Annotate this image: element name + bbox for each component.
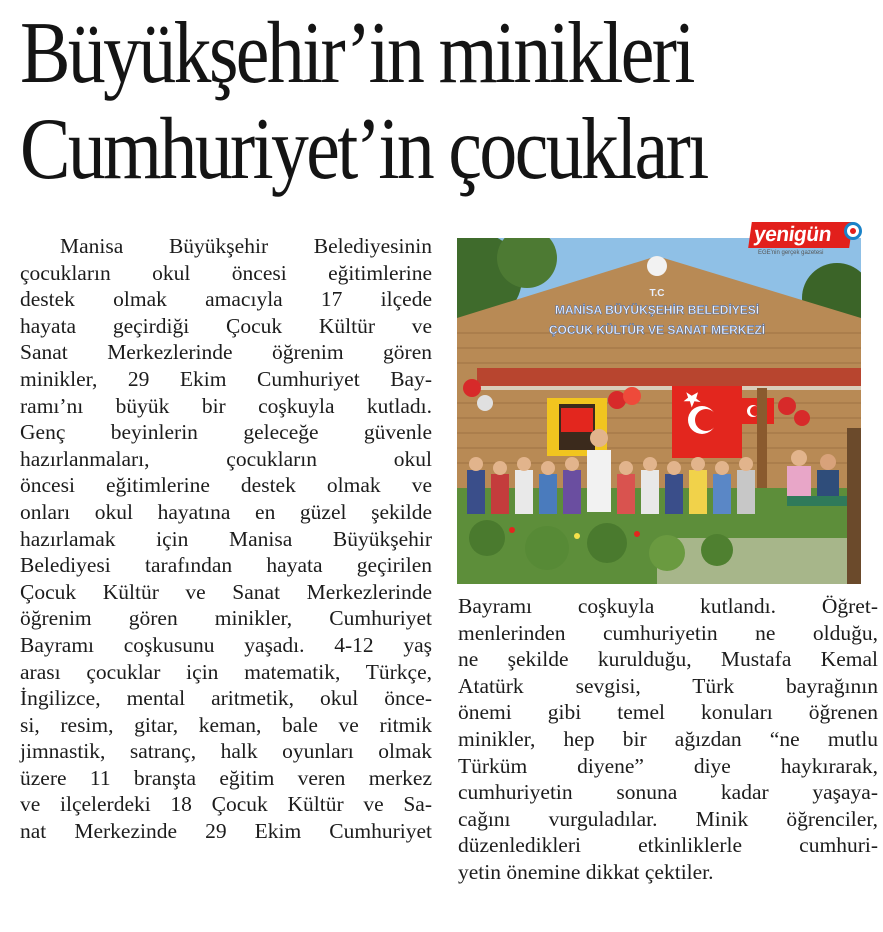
newspaper-logo	[750, 222, 862, 260]
article-line: Çocuk Kültür ve Sanat Merkezlerinde	[20, 579, 432, 604]
article-line: öğrenim gören minikler, Cumhuriyet	[20, 606, 432, 631]
sign-line-3: ÇOCUK KÜLTÜR VE SANAT MERKEZİ	[548, 323, 766, 337]
article-line: minikler, hep bir ağızdan “ne mutlu	[458, 726, 878, 751]
article-photo	[457, 238, 861, 584]
article-line: düzenledikleri etkinliklerle cumhuri-	[458, 833, 878, 858]
article-line: ne şekilde kurulduğu, Mustafa Kemal	[458, 647, 878, 672]
article-body-right-column	[458, 593, 878, 886]
article-line: hazırlamak için Manisa Büyükşehir	[20, 526, 432, 551]
headline-line-2: Cumhuriyet’in çocukları	[20, 101, 707, 198]
tree-trunk	[847, 428, 861, 584]
article-line: hazırlanmaları, çocukların okul	[20, 446, 432, 471]
bench	[787, 496, 857, 506]
sign-line-2: MANİSA BÜYÜKŞEHİR BELEDİYESİ	[554, 303, 760, 317]
article-line: önemi gibi temel konuları öğrenen	[458, 700, 878, 725]
article-line: ramı’nı büyük bir coşkuyla kutladı.	[20, 393, 432, 418]
headline-line-1: Büyükşehir’in minikleri	[20, 5, 693, 102]
article-line: si, resim, gitar, keman, bale ve ritmik	[20, 712, 432, 737]
article-line: Manisa Büyükşehir Belediyesinin	[60, 234, 432, 258]
flag-crescent-inner	[695, 409, 717, 431]
article-line: Atatürk sevgisi, Türk bayrağının	[458, 673, 878, 698]
article-line: minikler, 29 Ekim Cumhuriyet Bay-	[20, 366, 432, 391]
photo-path	[657, 538, 861, 584]
sign-line-1: T.C	[649, 288, 665, 299]
article-line: Türküm diyene” diye haykırarak,	[458, 753, 878, 778]
article-line: Bayramı coşkusunu yaşadı. 4-12 yaş	[20, 632, 432, 657]
article-line: cumhuriyetin sonuna kadar yaşaya-	[458, 780, 878, 805]
article-line: hayata geçirdiği Çocuk Kültür ve	[20, 313, 432, 338]
article-line: Belediyesi tarafından hayata geçirilen	[20, 553, 432, 578]
article-line: menlerinden cumhuriyetin ne olduğu,	[458, 620, 878, 645]
article-line: Sanat Merkezlerinde öğrenim gören	[20, 340, 432, 365]
gable-lamp	[647, 256, 667, 276]
article-line: yetin önemine dikkat çektiler.	[458, 859, 714, 884]
article-line: İngilizce, mental aritmetik, okul önce-	[20, 686, 432, 711]
article-line: Genç beyinlerin geleceğe güvenle	[20, 420, 432, 445]
newspaper-name: yenigün	[748, 222, 853, 248]
article-line: cağını vurguladılar. Minik öğrenciler,	[458, 806, 878, 831]
article-body-left-column	[20, 233, 432, 845]
window-flag	[561, 408, 593, 432]
newspaper-tagline: EGE'nin gerçek gazetesi	[758, 250, 824, 256]
article-line: çocukların okul öncesi eğitimlerine	[20, 260, 432, 285]
headline	[20, 6, 760, 198]
article-line: ve ilçelerdeki 18 Çocuk Kültür ve Sa-	[20, 792, 432, 817]
roof-trim	[477, 386, 861, 390]
article-line: üzere 11 branşta eğitim veren merkez	[20, 765, 432, 790]
article-line: nat Merkezinde 29 Ekim Cumhuriyet	[20, 819, 432, 844]
article-line: destek olmak amacıyla 17 ilçede	[20, 287, 432, 312]
photo-illustration	[457, 238, 861, 584]
article-line: onları okul hayatına en güzel şekilde	[20, 499, 432, 524]
article-line: jimnastik, satranç, halk oyunları olmak	[20, 739, 432, 764]
newspaper-logo-icon	[844, 222, 862, 240]
roof-eave	[477, 368, 861, 388]
article-line: Bayramı coşkuyla kutlandı. Öğret-	[458, 594, 878, 618]
article-line: arası çocuklar için matematik, Türkçe,	[20, 659, 432, 684]
article-line: öncesi eğitimlerine destek olmak ve	[20, 473, 432, 498]
pillar	[757, 388, 767, 498]
